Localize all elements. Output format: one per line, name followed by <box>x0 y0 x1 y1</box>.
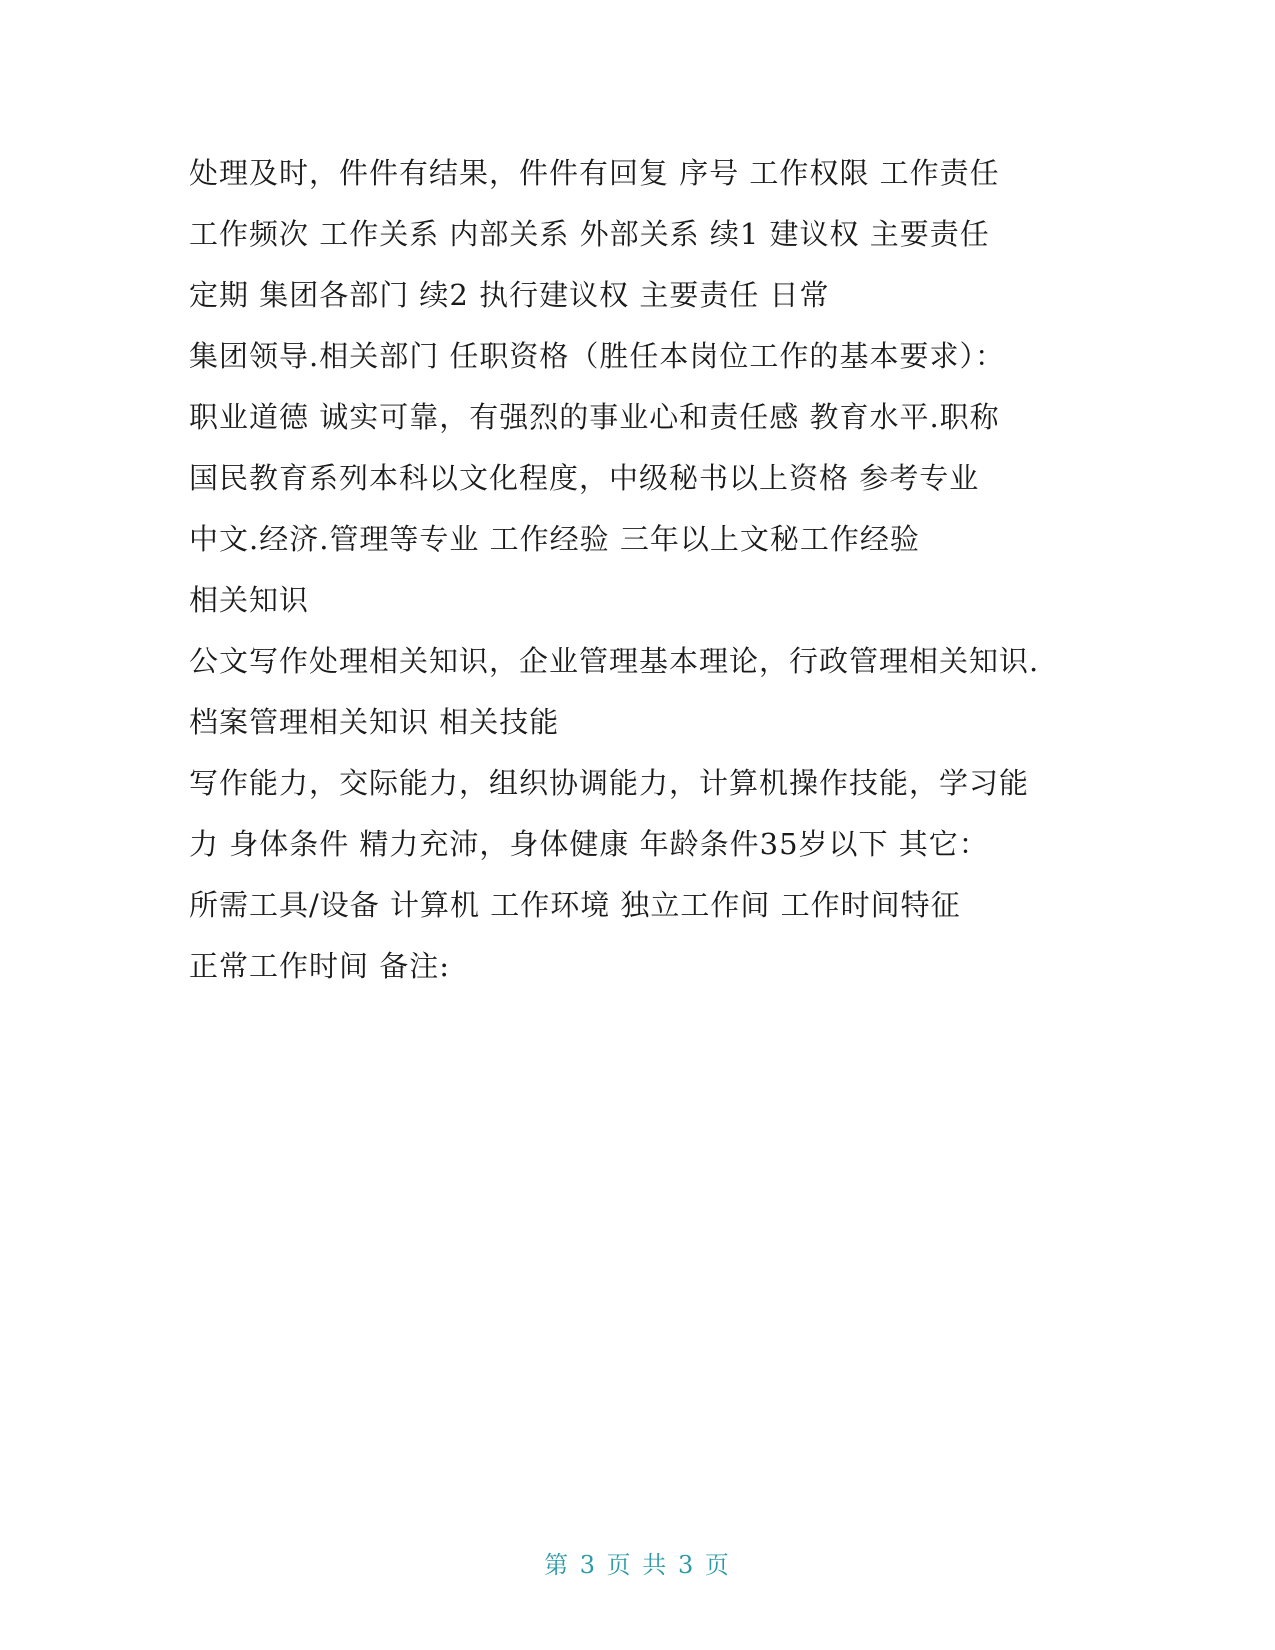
text-line: 力 身体条件 精力充沛，身体健康 年龄条件35岁以下 其它： <box>189 827 989 861</box>
text-line: 职业道德 诚实可靠，有强烈的事业心和责任感 教育水平.职称 <box>189 400 1000 434</box>
text-line: 写作能力，交际能力，组织协调能力，计算机操作技能，学习能 <box>189 766 1030 800</box>
text-line: 公文写作处理相关知识，企业管理基本理论，行政管理相关知识. <box>189 644 1040 678</box>
text-line: 定期 集团各部门 续2 执行建议权 主要责任 日常 <box>189 278 830 312</box>
text-line: 所需工具/设备 计算机 工作环境 独立工作间 工作时间特征 <box>189 888 961 922</box>
page-number-footer: 第 3 页 共 3 页 <box>544 1551 731 1579</box>
text-line: 中文.经济.管理等专业 工作经验 三年以上文秘工作经验 <box>189 522 920 556</box>
text-line: 处理及时，件件有结果，件件有回复 序号 工作权限 工作责任 <box>189 156 1000 190</box>
text-line: 档案管理相关知识 相关技能 <box>189 705 560 739</box>
document-body <box>189 143 1089 997</box>
text-line: 相关知识 <box>189 583 310 617</box>
text-line: 工作频次 工作关系 内部关系 外部关系 续1 建议权 主要责任 <box>189 217 990 251</box>
text-line: 集团领导.相关部门 任职资格（胜任本岗位工作的基本要求）： <box>189 339 1005 373</box>
text-line: 国民教育系列本科以文化程度，中级秘书以上资格 参考专业 <box>189 461 980 495</box>
text-line: 正常工作时间 备注: <box>189 949 450 983</box>
